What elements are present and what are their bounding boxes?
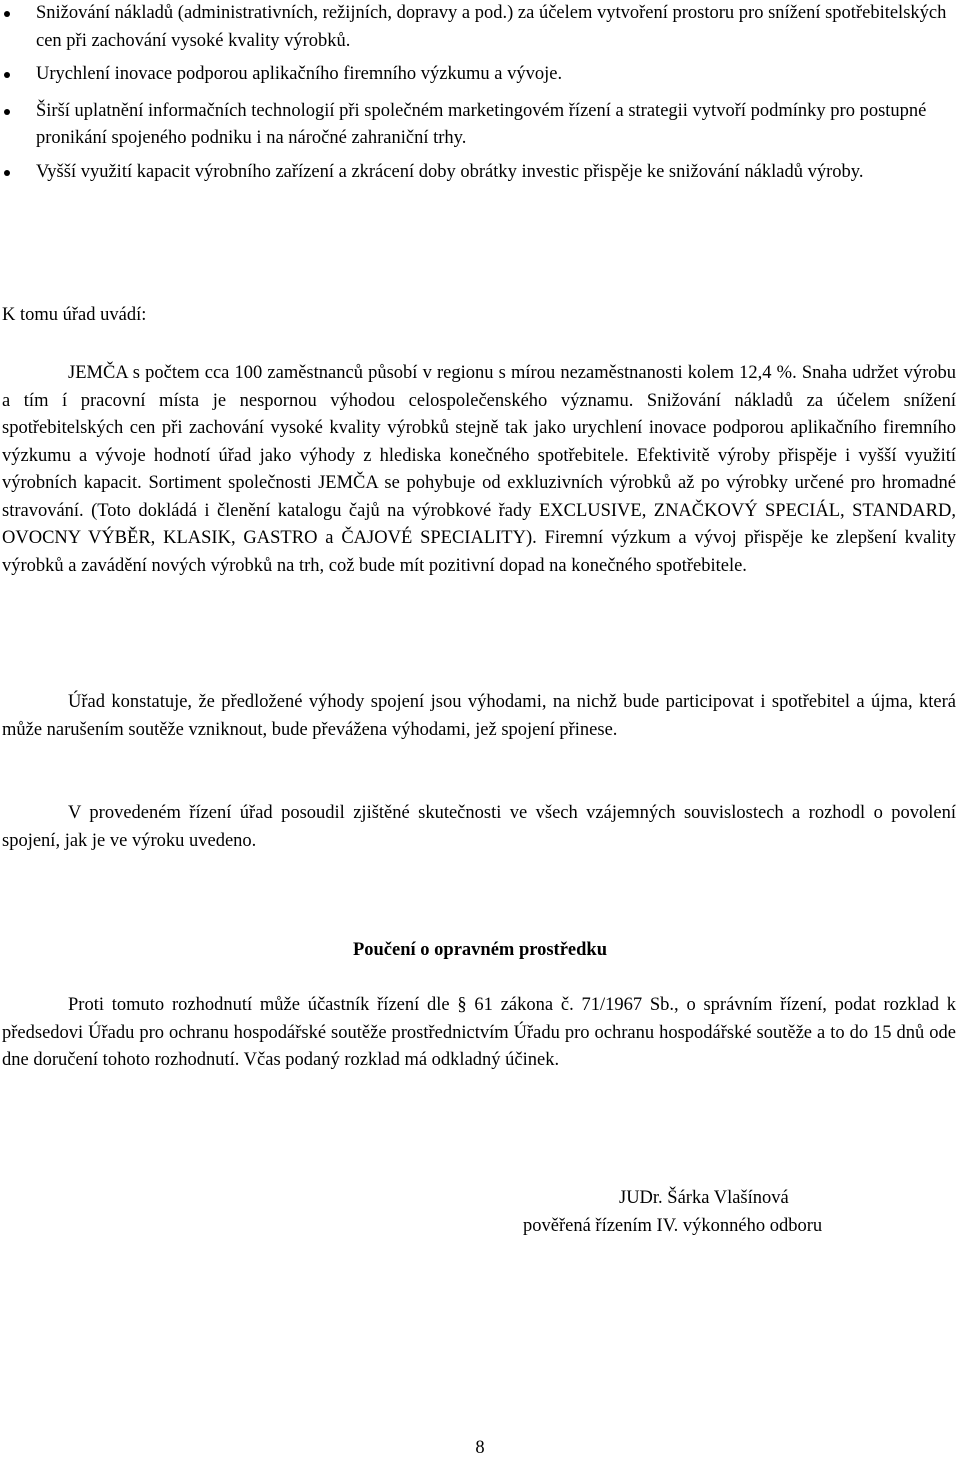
paragraph-conclusion: Úřad konstatuje, že předložené výhody spojení jsou výhodami, na nichž bude participovat i spotřebitel a újma, která může narušením soutěže vzniknout, bude převážena výhodami, jež spojení přinese.: [2, 692, 956, 740]
intro-text: K tomu úřad uvádí:: [2, 305, 147, 325]
bullet-text: Urychlení inovace podporou aplikačního firemního výzkumu a vývoje.: [36, 64, 563, 84]
bullet-list: [0, 0, 960, 192]
bullet-icon: [4, 11, 10, 17]
paragraph-assessment: JEMČA s počtem cca 100 zaměstnanců působí v regionu s mírou nezaměstnanosti kolem 12,4 %. Snaha udržet výrobu a tím í pracovní místa je nespornou výhodou celospolečenského významu. Snižování nákladů za účelem snížení spotřebitelských cen při zachování vysoké kvality výrobků stejně tak jako urychlení inovace podporou aplikačního firemního výzkumu a vývoje hodnotí úřad jako výhody z hlediska konečného spotřebitele. Efektivitě výroby přispěje i vyšší využití výrobních kapacit. Sortiment společnosti JEMČA se pohybuje od exkluzivních výrobků až po výrobky určené pro hromadné stravování. (Toto dokládá i členění katalogu čajů na výrobkové řady EXCLUSIVE, ZNAČKOVÝ SPECIÁL, STANDARD, OVOCNY VÝBĚR, KLASIK, GASTRO a ČAJOVÉ SPECIALITY). Firemní výzkum a vývoj přispěje ke zlepšení kvality výrobků a zavádění nových výrobků na trh, což bude mít pozitivní dopad na konečného spotřebitele.: [2, 363, 956, 576]
bullet-icon: [4, 170, 10, 176]
signature-block: [523, 1185, 923, 1240]
bullet-text: Vyšší využití kapacit výrobního zařízení a zkrácení doby obrátky investic přispěje ke snižování nákladů výroby.: [36, 161, 864, 182]
signatory-role: pověřená řízením IV. výkonného odboru: [523, 1215, 823, 1236]
signatory-name: JUDr. Šárka Vlašínová: [619, 1188, 789, 1208]
list-item: [0, 98, 960, 153]
bullet-icon: [4, 109, 10, 115]
bullet-text: Širší uplatnění informačních technologií při společném marketingovém řízení a strategii vytvoří podmínky pro postupné pronikání spojeného podniku i na náročné zahraniční trhy.: [36, 100, 927, 148]
paragraph-decision: V provedeném řízení úřad posoudil zjištěné skutečnosti ve všech vzájemných souvislostech a rozhodl o povolení spojení, jak je ve výroku uvedeno.: [2, 803, 956, 851]
section-heading: Poučení o opravném prostředku: [352, 940, 608, 960]
list-item: [0, 0, 960, 55]
list-item: [0, 61, 960, 89]
bullet-icon: [4, 72, 10, 78]
bullet-text: Snižování nákladů (administrativních, režijních, dopravy a pod.) za účelem vytvoření prostoru pro snížení spotřebitelských cen při zachování vysoké kvality výrobků.: [36, 3, 947, 51]
paragraph-appeal-instructions: Proti tomuto rozhodnutí může účastník řízení dle § 61 zákona č. 71/1967 Sb., o správním řízení, podat rozklad k předsedovi Úřadu pro ochranu hospodářské soutěže prostřednictvím Úřadu pro ochranu hospodářské soutěže a to do 15 dnů ode dne doručení tohoto rozhodnutí. Včas podaný rozklad má odkladný účinek.: [2, 995, 956, 1070]
page-number: 8: [475, 1438, 485, 1458]
list-item: [0, 159, 960, 187]
